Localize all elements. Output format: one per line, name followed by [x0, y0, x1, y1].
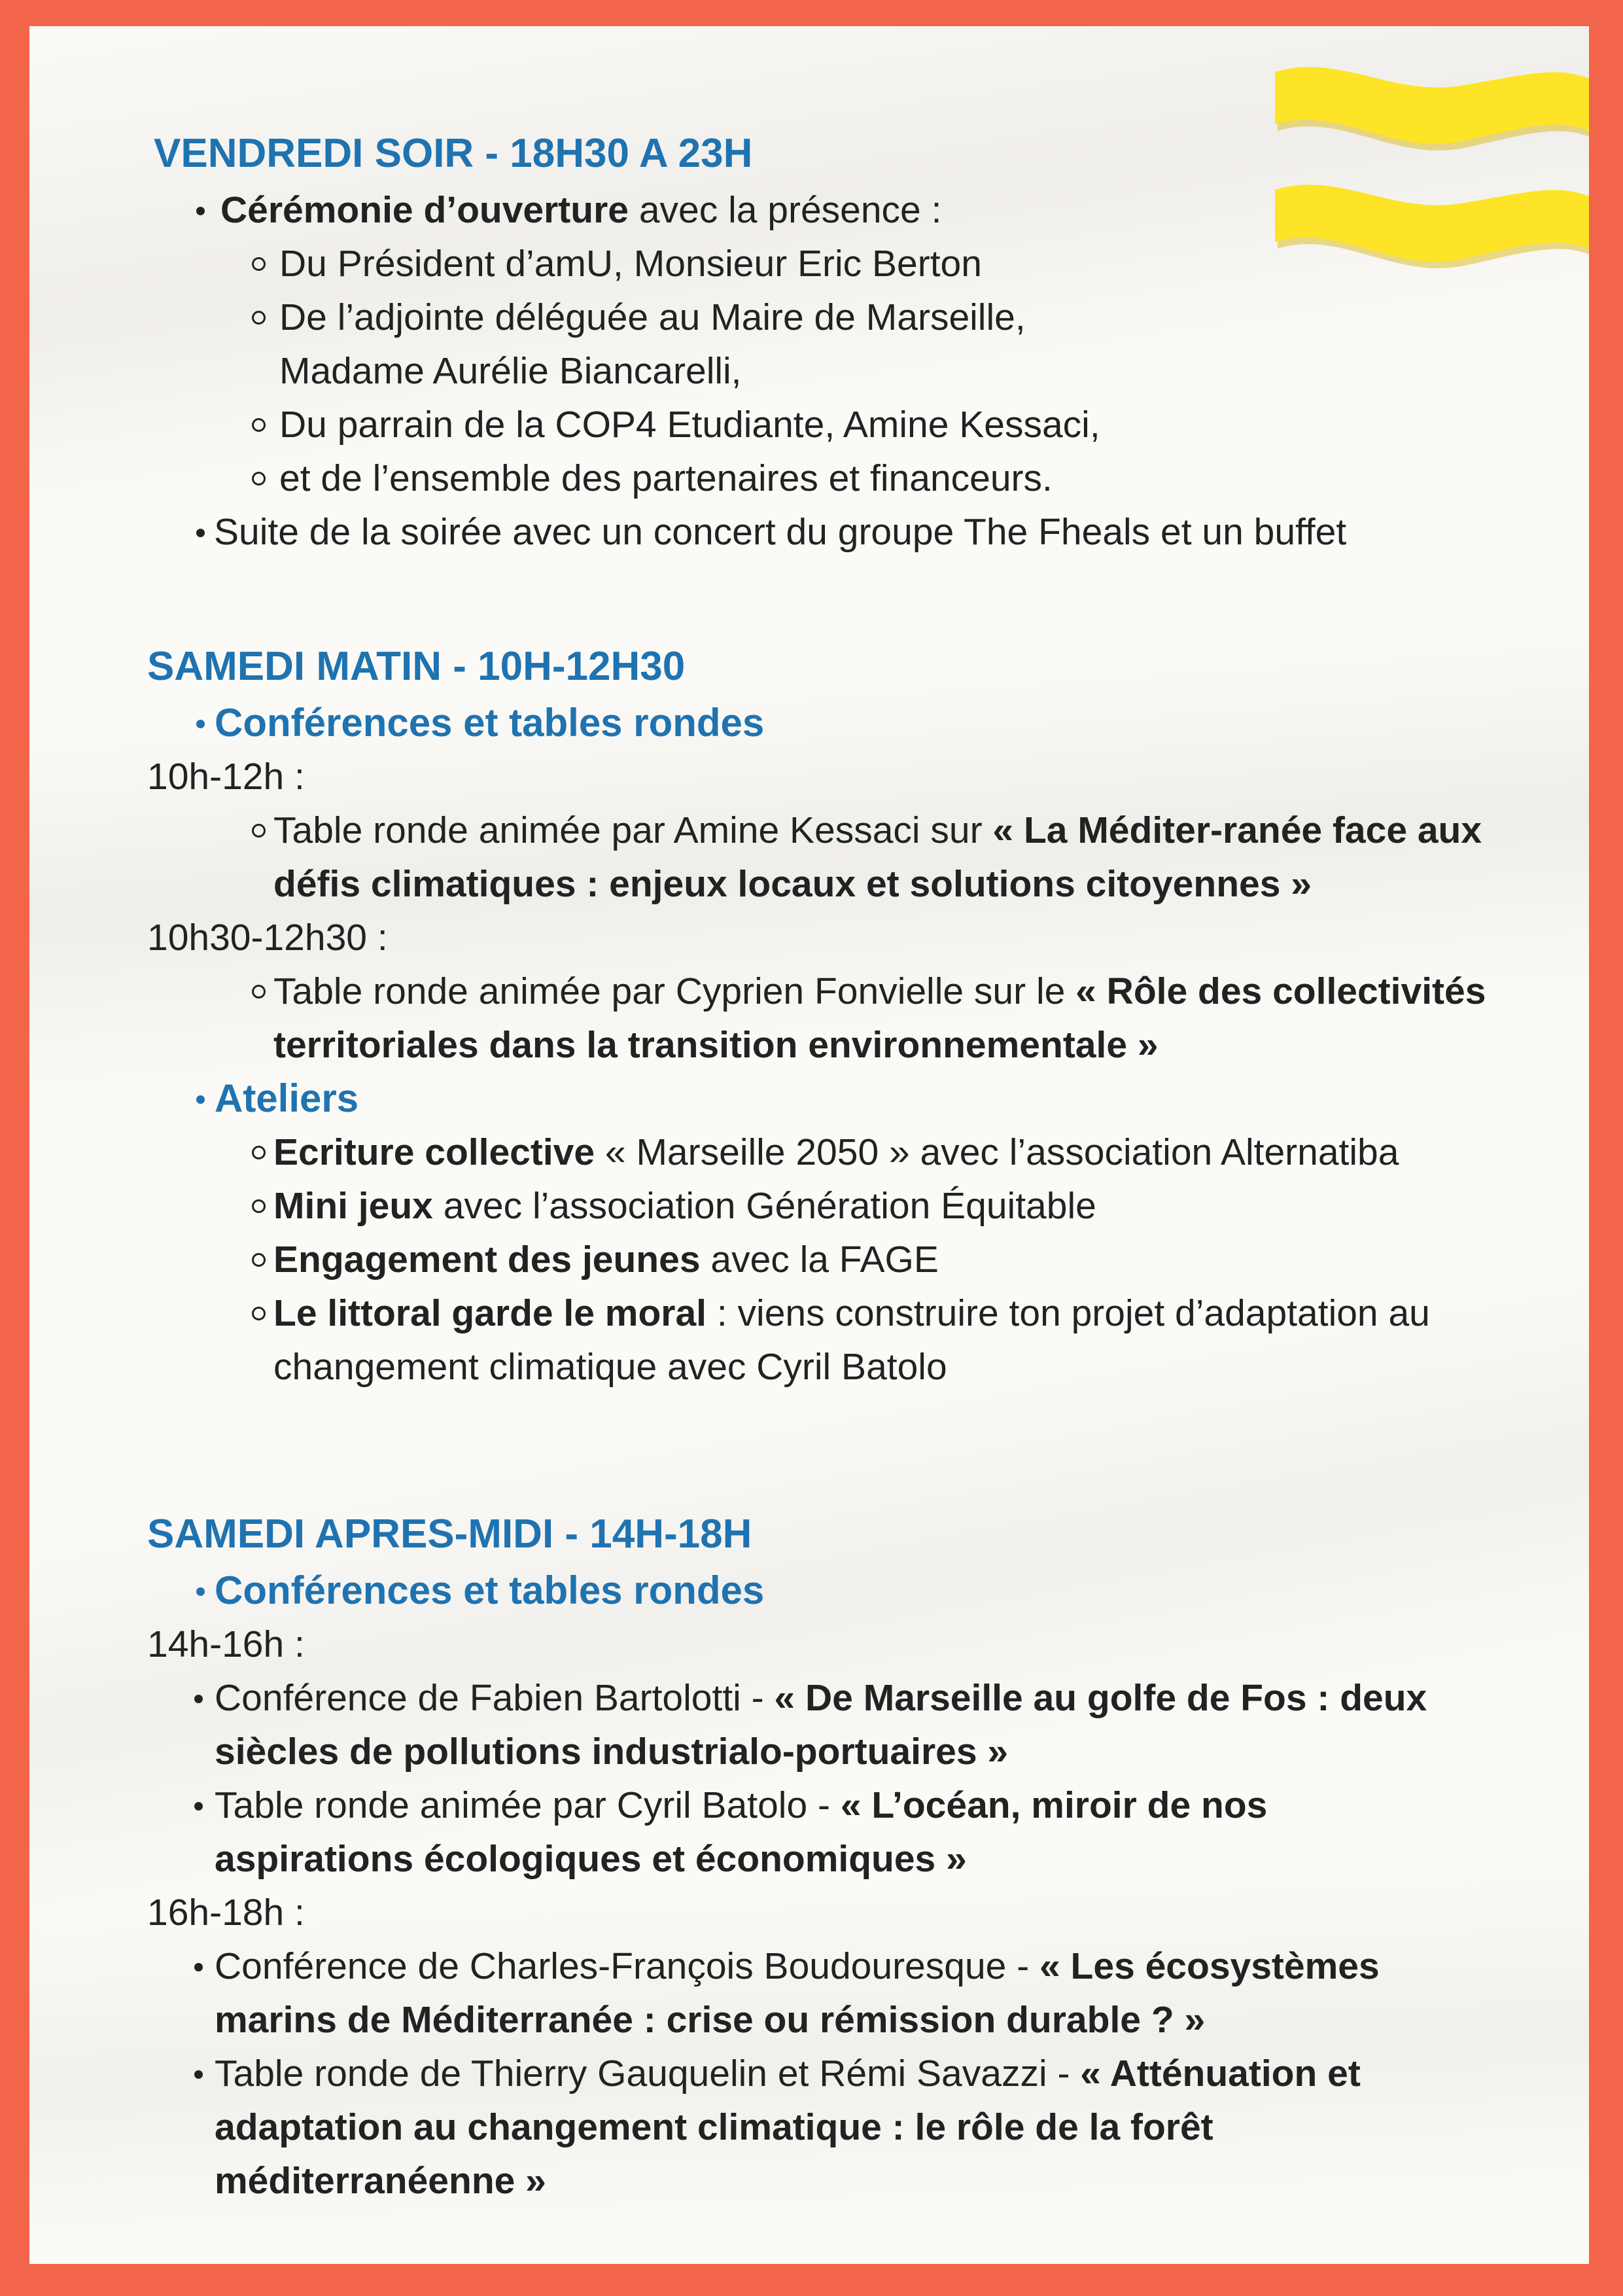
workshops-label: Ateliers: [147, 1072, 1554, 1125]
slot-title: « De Marseille au golfe de Fos : deux siècles de pollutions industrialo-portuaires »: [215, 1677, 1427, 1773]
morning-conferences-label: Conférences et tables rondes: [147, 696, 1554, 750]
slot-text: Table ronde de Thierry Gauquelin et Rémi Savazzi -: [215, 2053, 1081, 2094]
slot-text: Conférence de Charles-François Boudouresque -: [215, 1945, 1040, 1987]
slot-text: Table ronde animée par Cyril Batolo -: [215, 1784, 841, 1826]
slot-title: « La Méditer-ranée face aux défis climatiques : enjeux locaux et solutions citoyennes »: [273, 809, 1482, 905]
evening-item: [147, 505, 1391, 559]
program-card: [29, 26, 1589, 2264]
afternoon-slot2-item: [147, 2047, 1490, 2208]
workshop-text: avec l’association Génération Équitable: [432, 1185, 1096, 1227]
workshop-title: Engagement des jeunes: [273, 1239, 701, 1280]
friday-heading: VENDREDI SOIR - 18H30 A 23H: [154, 131, 753, 176]
guest-text: De l’adjointe déléguée au Maire de Marseille, Madame Aurélie Biancarelli,: [279, 296, 1026, 392]
slot-text: Table ronde animée par Amine Kessaci sur: [273, 809, 993, 851]
saturday-morning-section: [147, 637, 1554, 1394]
afternoon-slot1-item: [147, 1671, 1523, 1778]
guest-item: [147, 291, 1097, 398]
friday-section: [147, 124, 1554, 559]
ceremony-item: [147, 183, 1554, 237]
workshop-text: « Marseille 2050 » avec l’association Alternatiba: [595, 1131, 1399, 1173]
workshop-item: [147, 1125, 1554, 1179]
workshop-text: : viens construire ton projet d’adaptation au changement climatique avec Cyril Batolo: [273, 1292, 1430, 1388]
program-content: [147, 124, 1554, 2208]
guest-text: et de l’ensemble des partenaires et financeurs.: [279, 457, 1053, 499]
workshop-title: Ecriture collective: [273, 1131, 595, 1173]
workshop-item: [147, 1179, 1554, 1233]
ceremony-bold: Cérémonie d’ouverture: [220, 189, 629, 231]
slot-title: « Les écosystèmes marins de Méditerranée : crise ou rémission durable ? »: [215, 1945, 1380, 2041]
workshop-title: Le littoral garde le moral: [273, 1292, 707, 1334]
workshop-text: avec la FAGE: [700, 1239, 939, 1280]
slot-text: Table ronde animée par Cyprien Fonvielle sur le: [273, 970, 1076, 1012]
workshop-item: [147, 1286, 1536, 1394]
evening-text: Suite de la soirée avec un concert du groupe The Fheals et un buffet: [214, 511, 1347, 553]
ceremony-rest: avec la présence :: [629, 189, 942, 231]
afternoon-slot1-time: 14h-16h :: [147, 1623, 305, 1665]
morning-slot2-item: [147, 964, 1536, 1072]
guest-item: [147, 398, 1554, 451]
slot-title: « Rôle des collectivités territoriales dans la transition environnementale »: [273, 970, 1486, 1066]
morning-slot2-time: 10h30-12h30 :: [147, 917, 388, 959]
guest-item: [147, 237, 1554, 291]
slot-title: « Atténuation et adaptation au changement climatique : le rôle de la forêt méditerranéenne »: [215, 2053, 1361, 2202]
afternoon-slot2-item: [147, 1939, 1490, 2047]
saturday-afternoon-heading: SAMEDI APRES-MIDI - 14H-18H: [147, 1511, 752, 1557]
saturday-afternoon-section: [147, 1505, 1554, 2208]
afternoon-conferences-label: Conférences et tables rondes: [147, 1564, 1554, 1617]
slot-title: « L’océan, miroir de nos aspirations écologiques et économiques »: [215, 1784, 1268, 1880]
afternoon-slot2-time: 16h-18h :: [147, 1892, 305, 1934]
guest-item: [147, 451, 1554, 505]
morning-slot1-item: [147, 804, 1536, 911]
afternoon-slot1-item: [147, 1778, 1392, 1886]
saturday-morning-heading: SAMEDI MATIN - 10H-12H30: [147, 644, 686, 689]
guest-text: Du Président d’amU, Monsieur Eric Berton: [279, 243, 982, 285]
workshop-item: [147, 1233, 1554, 1286]
slot-text: Conférence de Fabien Bartolotti -: [215, 1677, 775, 1719]
workshop-title: Mini jeux: [273, 1185, 433, 1227]
guest-text: Du parrain de la COP4 Etudiante, Amine Kessaci,: [279, 404, 1100, 446]
morning-slot1-time: 10h-12h :: [147, 756, 305, 798]
